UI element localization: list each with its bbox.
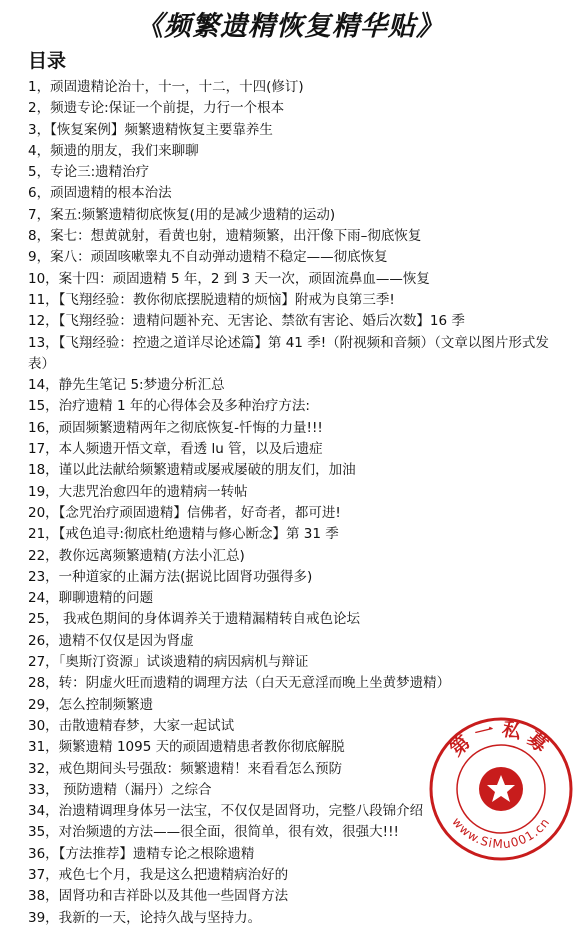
toc-item[interactable]: 13，【飞翔经验：控遗之道详尽论述篇】第 41 季!（附视频和音频）（文章以图片形式发表） <box>28 334 549 372</box>
toc-item[interactable]: 32，戒色期间头号强敌：频繁遗精！来看看怎么预防 <box>28 760 343 777</box>
toc-item[interactable]: 6，顽固遗精的根本治法 <box>28 185 172 202</box>
toc-item[interactable]: 21，【戒色追寻:彻底杜绝遗精与修心断念】第 31 季 <box>28 526 339 543</box>
toc-item[interactable]: 19，大悲咒治愈四年的遗精病一转帖 <box>28 483 248 500</box>
toc-item[interactable]: 15，治疗遗精 1 年的心得体会及多种治疗方法: <box>28 398 310 415</box>
toc-item[interactable]: 39，我新的一天，论持久战与坚持力。 <box>28 909 262 926</box>
toc-item[interactable]: 24，聊聊遗精的问题 <box>28 590 154 607</box>
toc-item[interactable]: 4，频遗的朋友，我们来聊聊 <box>28 142 199 159</box>
toc-item[interactable]: 37，戒色七个月，我是这么把遗精病治好的 <box>28 866 289 883</box>
toc-item[interactable]: 10，案十四：顽固遗精 5 年，2 到 3 天一次，顽固流鼻血——恢复 <box>28 270 430 287</box>
toc-item[interactable]: 20，【念咒治疗顽固遗精】信佛者，好奇者，都可进! <box>28 504 341 521</box>
page-title: 《频繁遗精恢复精华贴》 <box>136 11 444 42</box>
toc-heading: 目录 <box>28 50 67 72</box>
toc-item[interactable]: 22，教你远离频繁遗精(方法小汇总) <box>28 547 245 564</box>
toc-item[interactable]: 26，遗精不仅仅是因为肾虚 <box>28 632 194 649</box>
seal-bottom-text: www.SiMu001.cn <box>449 814 553 852</box>
toc-item[interactable]: 7，案五:频繁遗精彻底恢复(用的是减少遗精的运动) <box>28 206 336 223</box>
toc-item[interactable]: 38，固肾功和吉祥卧以及其他一些固肾方法 <box>28 888 289 905</box>
toc-item[interactable]: 34，治遗精调理身体另一法宝，不仅仅是固肾功，完整八段锦介绍 <box>28 803 424 820</box>
toc-item[interactable]: 5，专论三:遗精治疗 <box>28 164 150 181</box>
toc-item[interactable]: 23，一种道家的止漏方法(据说比固肾功强得多) <box>28 568 313 585</box>
toc-item[interactable]: 35，对治频遗的方法——很全面，很简单，很有效，很强大!!! <box>28 824 399 841</box>
watermark-seal <box>428 716 574 862</box>
toc-item[interactable]: 11，【飞翔经验：教你彻底摆脱遗精的烦恼】附戒为良第三季! <box>28 291 395 308</box>
toc-item[interactable]: 16，顽固频繁遗精两年之彻底恢复-忏悔的力量!!! <box>28 419 323 436</box>
toc-item[interactable]: 1，顽固遗精论治十，十一，十二，十四(修订) <box>28 79 304 95</box>
toc-item[interactable]: 27，「奥斯汀资源」试谈遗精的病因病机与辩证 <box>28 654 309 671</box>
toc-item[interactable]: 8，案七：想黄就射，看黄也射，遗精频繁，出汗像下雨–彻底恢复 <box>28 228 422 245</box>
toc-item[interactable]: 28，转：阴虚火旺而遗精的调理方法（白天无意淫而晚上坐黄梦遗精） <box>28 675 451 692</box>
toc-item[interactable]: 33， 预防遗精（漏丹）之综合 <box>28 781 212 798</box>
toc-item[interactable]: 9，案八：顽固咳嗽睾丸不自动弹动遗精不稳定——彻底恢复 <box>28 249 388 266</box>
toc-item[interactable]: 30，击散遗精春梦，大家一起试试 <box>28 717 235 734</box>
toc-item[interactable]: 31，频繁遗精 1095 天的顽固遗精患者教你彻底解脱 <box>28 739 345 756</box>
toc-item[interactable]: 14，静先生笔记 5:梦遗分析汇总 <box>28 377 225 394</box>
toc-item[interactable]: 25， 我戒色期间的身体调养关于遗精漏精转自戒色论坛 <box>28 611 360 628</box>
toc-item[interactable]: 2，频遗专论:保证一个前提，力行一个根本 <box>28 100 285 117</box>
seal-top-text: 第一私募 <box>445 718 557 761</box>
toc-item[interactable]: 29，怎么控制频繁遗 <box>28 696 154 713</box>
toc-item[interactable]: 18，谨以此法献给频繁遗精或屡戒屡破的朋友们，加油 <box>28 462 356 479</box>
toc-item[interactable]: 17，本人频遗开悟文章，看透 lu 管，以及后遗症 <box>28 441 323 458</box>
toc-item[interactable]: 36，【方法推荐】遗精专论之根除遗精 <box>28 845 255 862</box>
toc-item[interactable]: 12，【飞翔经验：遗精问题补充、无害论、禁欲有害论、婚后次数】16 季 <box>28 313 465 330</box>
seal-star-icon <box>479 767 523 811</box>
toc-item[interactable]: 3，【恢复案例】频繁遗精恢复主要靠养生 <box>28 121 273 138</box>
